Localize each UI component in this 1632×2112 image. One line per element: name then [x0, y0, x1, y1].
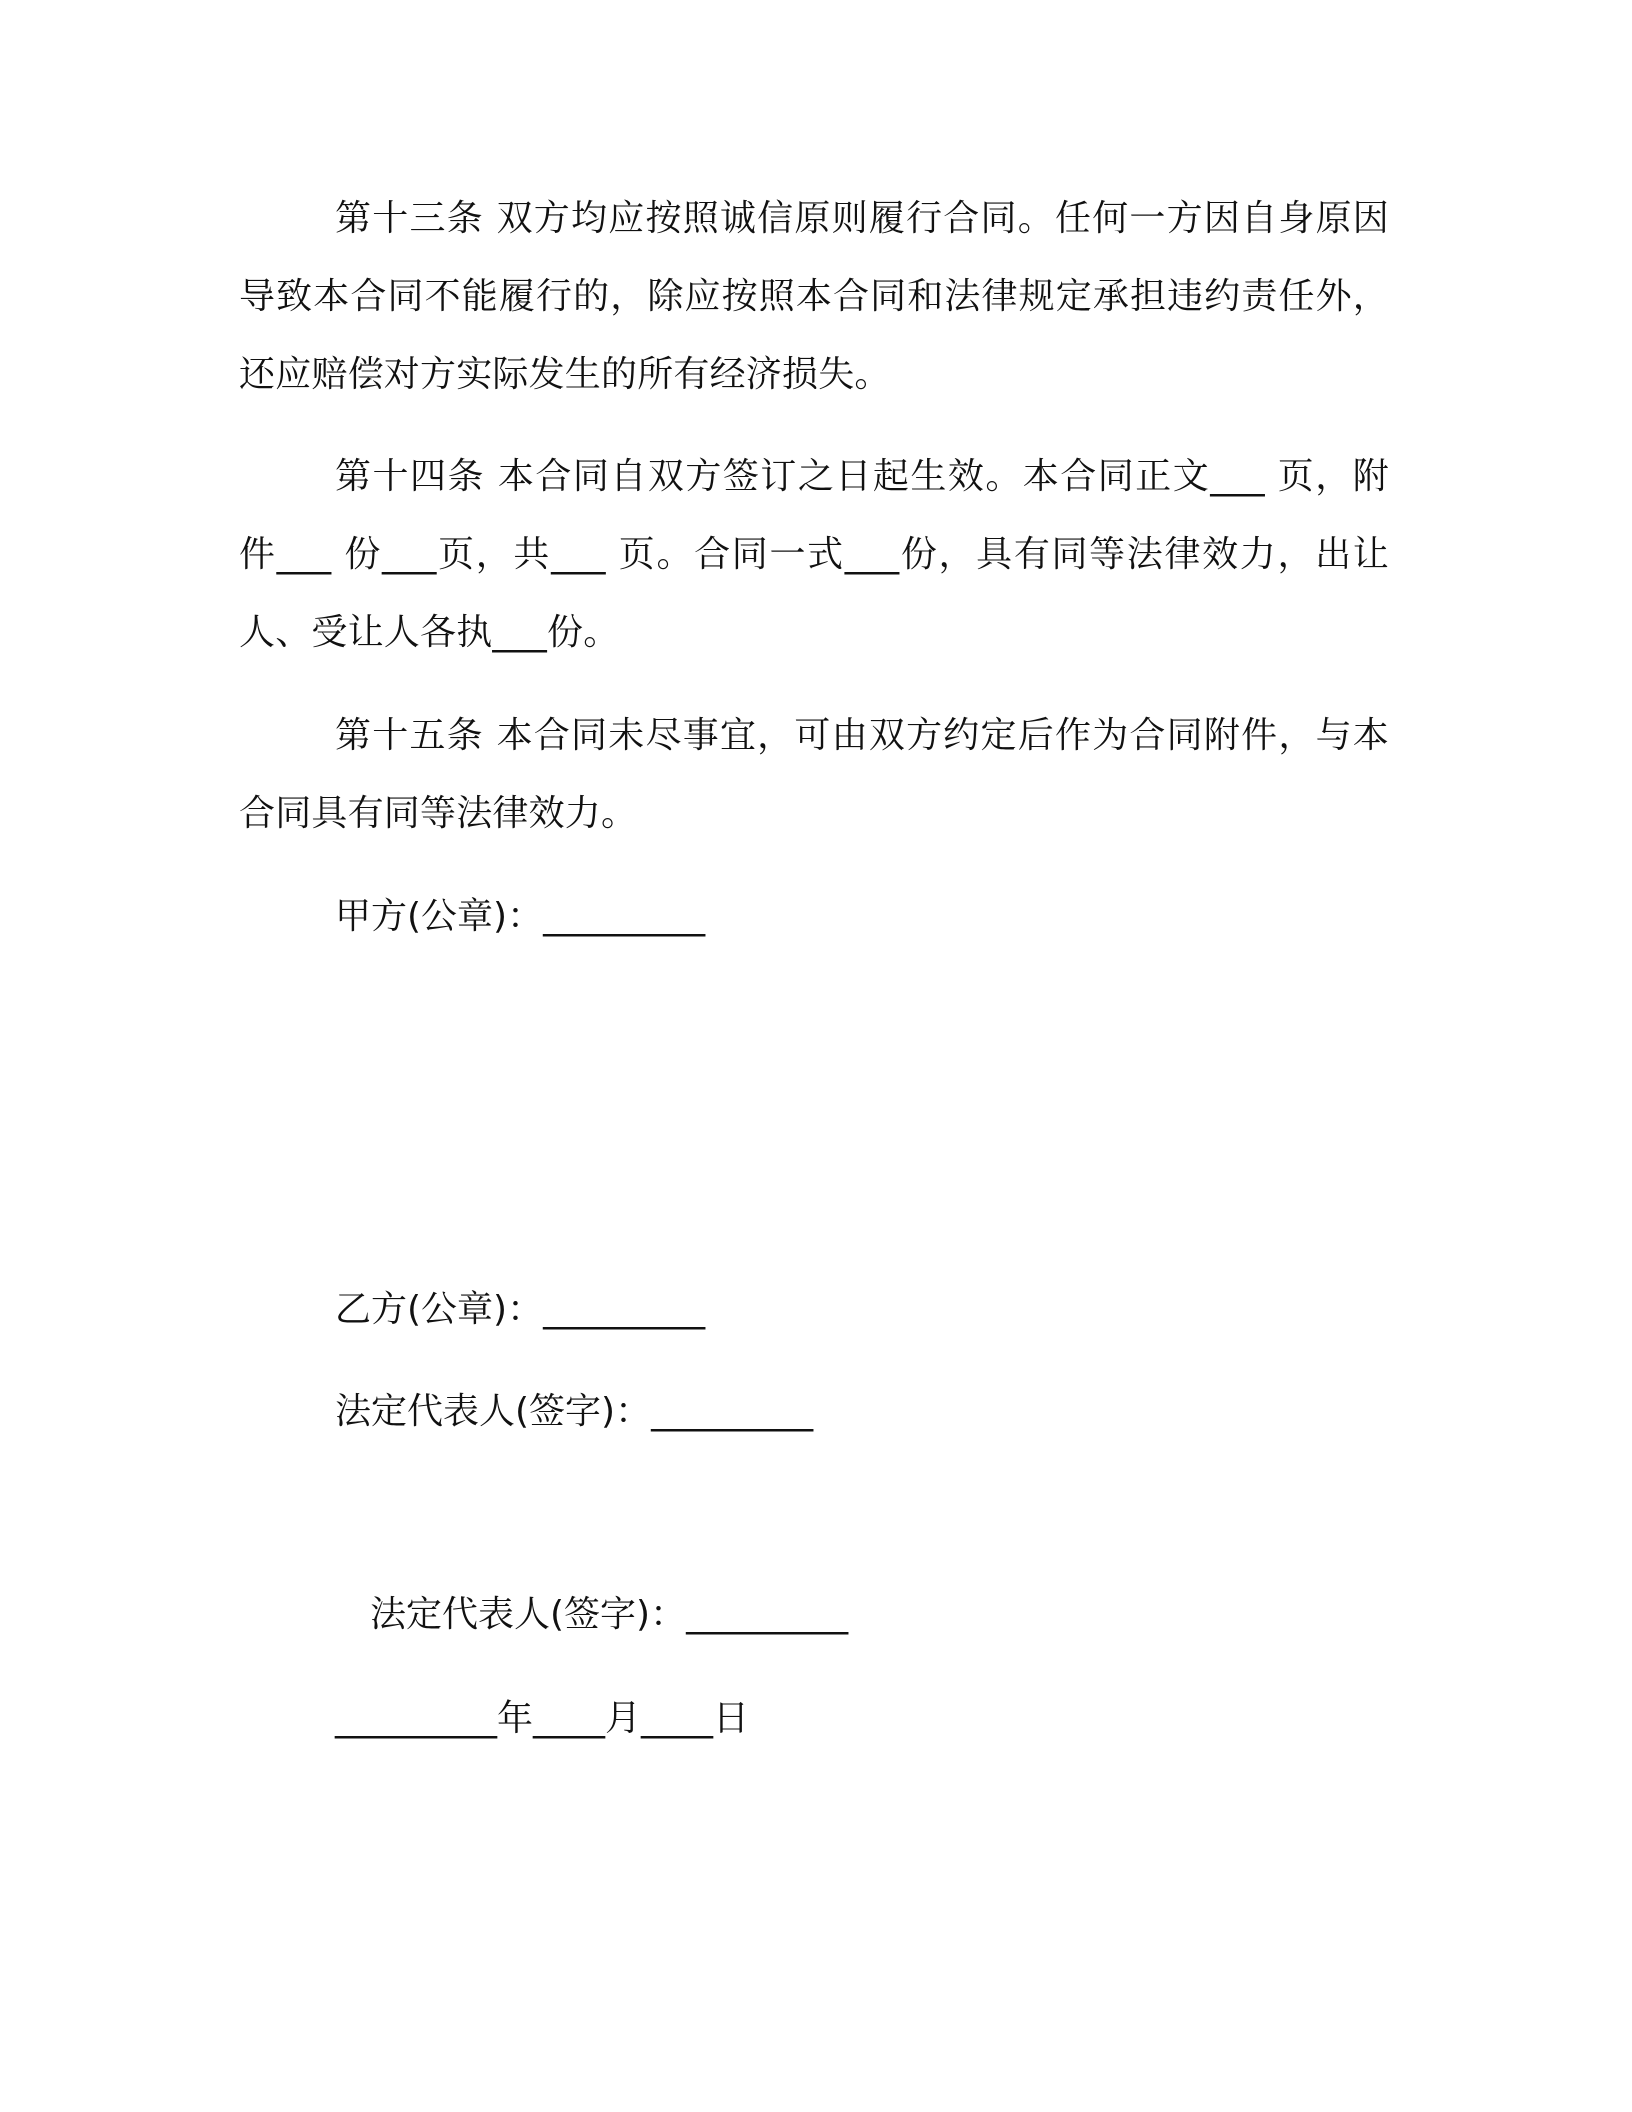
article-14 — [239, 438, 1389, 672]
party-a-seal-line: 甲方(公章)：_________ — [335, 896, 706, 937]
article-14-text: 第十四条 本合同自双方签订之日起生效。本合同正文___ 页，附件___ 份___页，共___ 页。合同一式___份，具有同等法律效力，出让人、受让人各执___份。 — [239, 456, 1389, 653]
article-15 — [239, 697, 1389, 853]
legal-representative-signature-line-2: 法定代表人(签字)：_________ — [370, 1594, 849, 1635]
article-15-text: 第十五条 本合同未尽事宜，可由双方约定后作为合同附件，与本合同具有同等法律效力。 — [239, 715, 1389, 834]
date-line: _________年____月____日 — [335, 1698, 749, 1739]
article-13 — [239, 180, 1389, 414]
article-13-text: 第十三条 双方均应按照诚信原则履行合同。任何一方因自身原因导致本合同不能履行的，除应按照本合同和法律规定承担违约责任外，还应赔偿对方实际发生的所有经济损失。 — [239, 198, 1389, 395]
party-b-seal-line: 乙方(公章)：_________ — [335, 1289, 706, 1330]
legal-representative-signature-line: 法定代表人(签字)：_________ — [335, 1391, 814, 1432]
